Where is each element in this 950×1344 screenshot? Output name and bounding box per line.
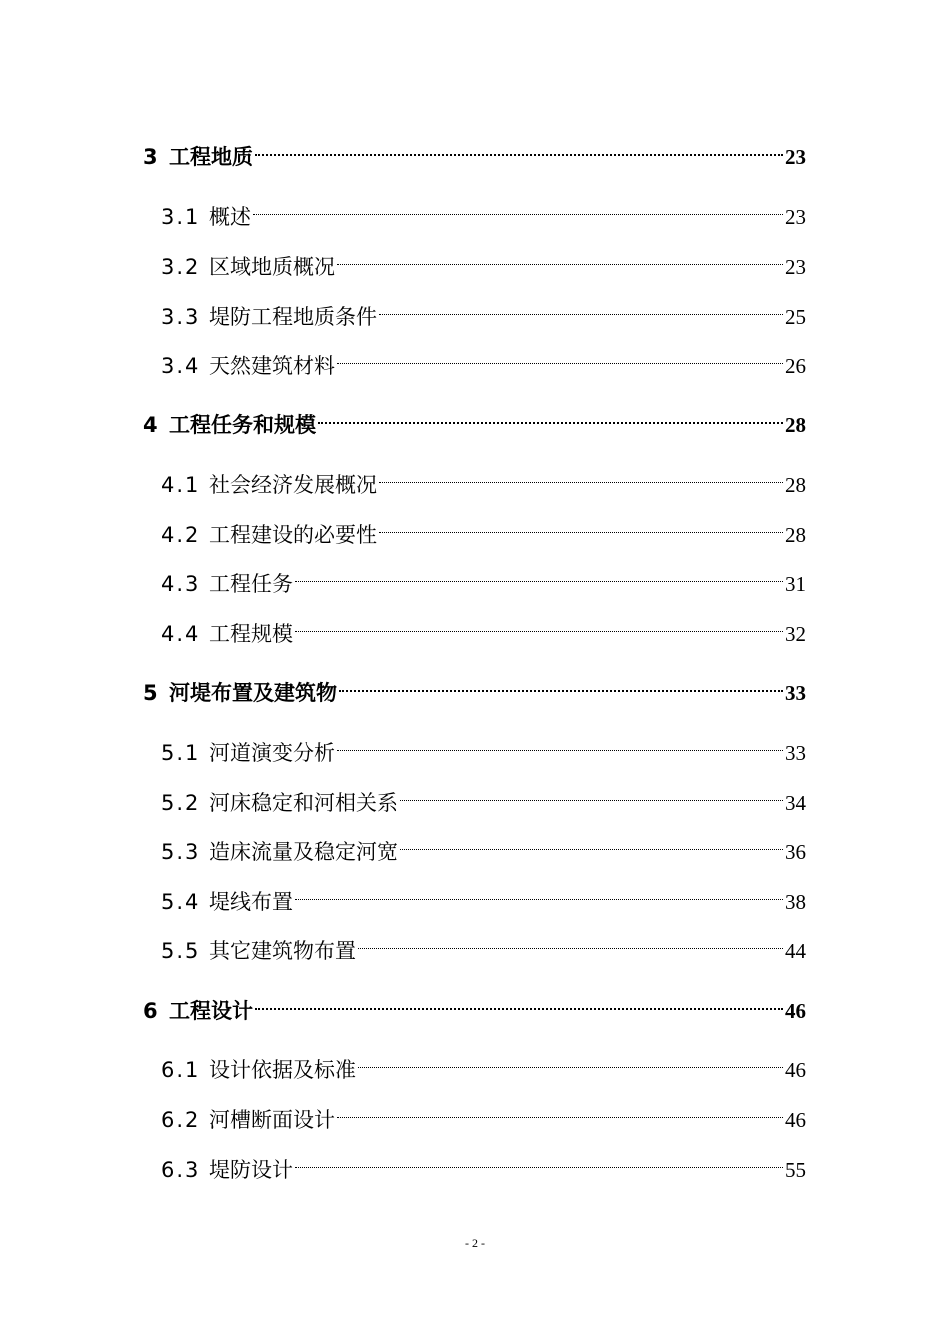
toc-leader-dots (337, 246, 783, 274)
toc-page-number: 44 (785, 939, 806, 963)
toc-title: 造床流量及稳定河宽 (209, 840, 398, 864)
toc-leader-dots (255, 136, 783, 164)
toc-number: 6.1 (161, 1058, 201, 1082)
toc-leader-dots (255, 990, 783, 1018)
toc-leader-dots (358, 930, 783, 958)
toc-page-number: 32 (785, 622, 806, 646)
toc-title: 河道演变分析 (209, 741, 335, 765)
toc-number: 4 (143, 413, 158, 437)
toc-leader-dots (379, 296, 783, 324)
toc-section-4-3[interactable] (161, 563, 806, 596)
toc-title: 河床稳定和河相关系 (209, 791, 398, 815)
toc-section-4-4[interactable] (161, 613, 806, 646)
toc-chapter-4[interactable] (143, 404, 806, 437)
toc-section-4-1[interactable] (161, 464, 806, 497)
toc-section-6-2[interactable] (161, 1099, 806, 1132)
toc-leader-dots (400, 782, 783, 810)
toc-page-number: 46 (785, 1058, 806, 1082)
toc-leader-dots (337, 345, 783, 373)
toc-number: 3.1 (161, 205, 201, 229)
toc-section-5-3[interactable] (161, 831, 806, 864)
toc-leader-dots (337, 1099, 783, 1127)
toc-section-3-3[interactable] (161, 296, 806, 329)
toc-page-number: 36 (785, 840, 806, 864)
toc-title: 工程设计 (169, 999, 253, 1023)
toc-number: 6 (143, 999, 158, 1023)
toc-number: 5.5 (161, 939, 201, 963)
toc-page-number: 55 (785, 1158, 806, 1182)
toc-title: 工程规模 (209, 622, 293, 646)
toc-section-3-4[interactable] (161, 345, 806, 378)
toc-number: 3.2 (161, 255, 201, 279)
toc-section-5-5[interactable] (161, 930, 806, 963)
toc-chapter-5[interactable] (143, 672, 806, 705)
toc-number: 5.1 (161, 741, 201, 765)
toc-number: 3 (143, 145, 158, 169)
toc-number: 5.3 (161, 840, 201, 864)
toc-leader-dots (358, 1049, 783, 1077)
toc-leader-dots (400, 831, 783, 859)
toc-chapter-6[interactable] (143, 990, 806, 1023)
toc-page-number: 26 (785, 354, 806, 378)
toc-page-number: 33 (785, 741, 806, 765)
toc-title: 堤线布置 (209, 890, 293, 914)
toc-leader-dots (379, 514, 783, 542)
toc-number: 5.4 (161, 890, 201, 914)
toc-leader-dots (318, 404, 783, 432)
toc-leader-dots (253, 196, 783, 224)
toc-page-number: 23 (785, 145, 806, 169)
toc-title: 概述 (209, 205, 251, 229)
toc-title: 工程任务 (209, 572, 293, 596)
toc-number: 6.3 (161, 1158, 201, 1182)
toc-section-6-1[interactable] (161, 1049, 806, 1082)
toc-section-5-2[interactable] (161, 782, 806, 815)
toc-number: 4.2 (161, 523, 201, 547)
toc-leader-dots (337, 732, 783, 760)
toc-page-number: 28 (785, 523, 806, 547)
toc-section-6-3[interactable] (161, 1149, 806, 1182)
toc-number: 3.3 (161, 305, 201, 329)
toc-page-number: 38 (785, 890, 806, 914)
toc-number: 5 (143, 681, 158, 705)
toc-title: 工程建设的必要性 (209, 523, 377, 547)
toc-leader-dots (295, 563, 783, 591)
toc-title: 堤防设计 (209, 1158, 293, 1182)
toc-number: 4.3 (161, 572, 201, 596)
toc-title: 河槽断面设计 (209, 1108, 335, 1132)
toc-leader-dots (339, 672, 783, 700)
toc-number: 3.4 (161, 354, 201, 378)
toc-title: 工程任务和规模 (169, 413, 316, 437)
toc-number: 4.4 (161, 622, 201, 646)
toc-section-5-4[interactable] (161, 881, 806, 914)
toc-page-number: 23 (785, 205, 806, 229)
toc-page-number: 23 (785, 255, 806, 279)
toc-leader-dots (379, 464, 783, 492)
toc-chapter-3[interactable] (143, 136, 806, 169)
toc-page-number: 28 (785, 473, 806, 497)
toc-page-number: 25 (785, 305, 806, 329)
toc-leader-dots (295, 881, 783, 909)
toc-title: 工程地质 (169, 145, 253, 169)
toc-title: 社会经济发展概况 (209, 473, 377, 497)
toc-number: 5.2 (161, 791, 201, 815)
toc-title: 设计依据及标准 (209, 1058, 356, 1082)
toc-page-number: 46 (785, 999, 806, 1023)
toc-section-3-1[interactable] (161, 196, 806, 229)
toc-section-3-2[interactable] (161, 246, 806, 279)
toc-page-number: 34 (785, 791, 806, 815)
toc-section-4-2[interactable] (161, 514, 806, 547)
toc-leader-dots (295, 1149, 783, 1177)
toc-number: 4.1 (161, 473, 201, 497)
toc-page-number: 33 (785, 681, 806, 705)
toc-leader-dots (295, 613, 783, 641)
toc-title: 堤防工程地质条件 (209, 305, 377, 329)
toc-section-5-1[interactable] (161, 732, 806, 765)
toc-title: 其它建筑物布置 (209, 939, 356, 963)
toc-page-number: 31 (785, 572, 806, 596)
toc-title: 区域地质概况 (209, 255, 335, 279)
toc-number: 6.2 (161, 1108, 201, 1132)
toc-title: 河堤布置及建筑物 (169, 681, 337, 705)
page-number-footer: - 2 - (465, 1236, 485, 1250)
toc-page-number: 28 (785, 413, 806, 437)
toc-page-number: 46 (785, 1108, 806, 1132)
toc-title: 天然建筑材料 (209, 354, 335, 378)
